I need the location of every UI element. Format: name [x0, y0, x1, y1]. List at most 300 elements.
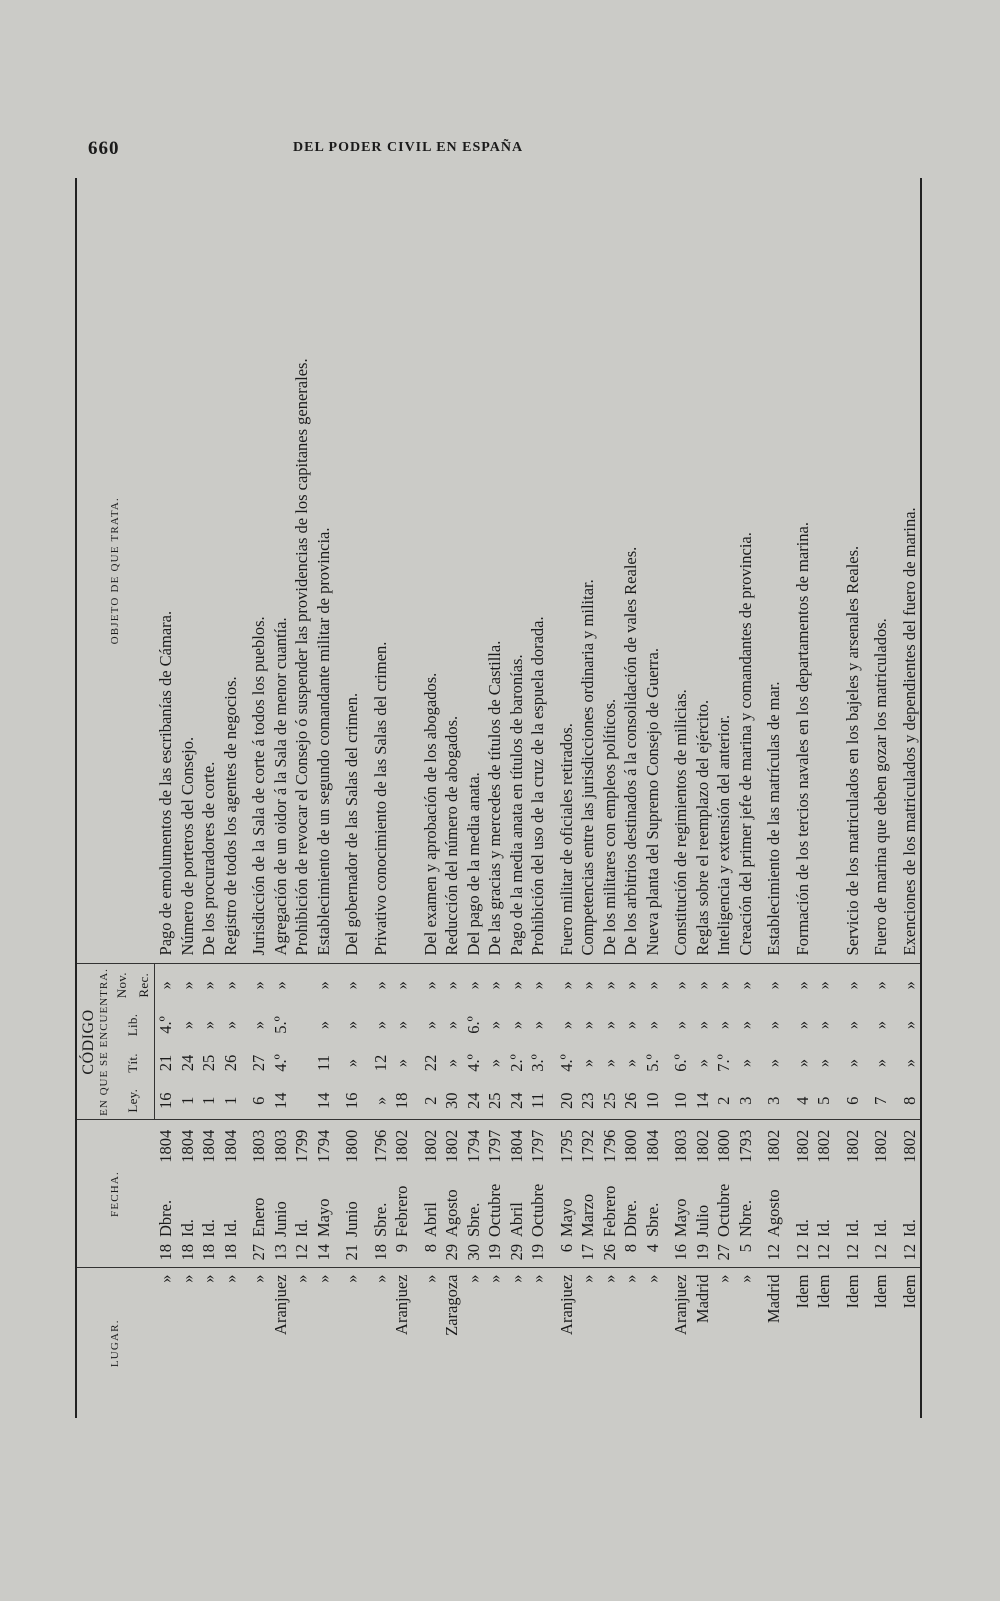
cell-mes: Octubre: [485, 1183, 504, 1237]
cell-tit: 4.º: [556, 1054, 576, 1072]
running-title: DEL PODER CIVIL EN ESPAÑA: [293, 140, 524, 155]
cell-nov: »: [270, 981, 290, 990]
cell-lugar: »: [578, 1274, 597, 1283]
cell-ley: 3: [756, 1082, 785, 1120]
cell-nov: »: [199, 981, 218, 990]
cell-anio: 1803: [249, 1129, 268, 1163]
cell-lib: »: [621, 1020, 640, 1030]
table-row: [599, 178, 621, 1418]
table-row: [577, 178, 599, 1418]
cell-objeto: Privativo conocimiento de las Salas del crimen.: [363, 178, 392, 964]
cell-ley: 2: [713, 1082, 735, 1120]
cell-nov: »: [899, 981, 919, 990]
cell-lib: »: [370, 1020, 390, 1030]
cell-objeto: Fuero de marina que deben gozar los matriculados.: [863, 178, 892, 964]
cell-objeto: Exenciones de los matriculados y dependientes del fuero de marina.: [892, 178, 922, 964]
cell-dia: 18: [363, 1240, 392, 1268]
table-row: [813, 178, 835, 1418]
cell-lugar: »: [177, 1274, 197, 1283]
cell-anio: 1800: [621, 1129, 640, 1163]
cell-objeto: Pago de la media anata en títulos de baronías.: [506, 178, 528, 964]
cell-lugar: »: [292, 1274, 311, 1283]
cell-anio: 1799: [292, 1129, 311, 1163]
cell-objeto: Establecimiento de las matrículas de mar.: [756, 178, 785, 964]
cell-tit: 22: [420, 1054, 440, 1072]
cell-ley: 1: [198, 1082, 220, 1120]
table-row: [892, 178, 922, 1418]
header-lib: Lib.: [111, 1006, 155, 1044]
cell-mes: Dbre.: [621, 1199, 640, 1237]
cell-anio: 1797: [528, 1129, 547, 1163]
cell-ley: 8: [892, 1082, 922, 1120]
cell-anio: 1797: [485, 1129, 504, 1163]
cell-ley: 4: [785, 1082, 814, 1120]
header-tit: Tít.: [111, 1044, 155, 1082]
cell-mes: Mayo: [313, 1198, 333, 1237]
cell-lib: »: [671, 1020, 690, 1030]
cell-lugar: Zaragoza: [442, 1274, 461, 1336]
cell-lugar: »: [220, 1274, 240, 1283]
cell-lib: »: [249, 1020, 268, 1030]
cell-nov: »: [871, 981, 890, 990]
cell-anio: 1792: [578, 1129, 597, 1163]
cell-objeto: Nueva planta del Supremo Consejo de Guerra.: [642, 178, 664, 964]
cell-lugar: Madrid: [692, 1274, 712, 1324]
cell-ley: »: [363, 1082, 392, 1120]
table-row: [177, 178, 199, 1418]
cell-lugar: »: [463, 1274, 483, 1283]
cell-ley: [291, 1082, 313, 1120]
cell-nov: »: [814, 981, 833, 990]
cell-anio: 1802: [899, 1129, 919, 1163]
cell-mes: Id.: [842, 1219, 862, 1237]
cell-objeto: Establecimiento de un segundo comandante militar de provincia.: [313, 178, 335, 964]
cell-nov: »: [599, 981, 619, 990]
cell-ley: 30: [441, 1082, 463, 1120]
cell-dia: 8: [413, 1240, 442, 1268]
cell-nov: »: [642, 981, 662, 990]
cell-anio: 1804: [220, 1129, 240, 1163]
header-objeto: OBJETO DE QUE TRATA.: [76, 178, 155, 964]
cell-ley: 14: [313, 1082, 335, 1120]
cell-objeto: Formación de los tercios navales en los departamentos de marina.: [785, 178, 814, 964]
cell-dia: 5: [735, 1240, 757, 1268]
cell-anio: 1800: [342, 1129, 361, 1163]
cell-tit: »: [792, 1058, 812, 1068]
cell-mes: Id.: [899, 1219, 919, 1237]
cell-dia: 12: [863, 1240, 892, 1268]
cell-anio: 1802: [842, 1129, 862, 1163]
cell-nov: »: [220, 981, 240, 990]
cell-anio: 1804: [642, 1129, 662, 1163]
cell-nov: »: [792, 981, 812, 990]
cell-lugar: »: [342, 1274, 361, 1283]
table-row: [756, 178, 785, 1418]
cell-mes: Junio: [342, 1201, 361, 1237]
cell-dia: 29: [506, 1240, 528, 1268]
cell-objeto: De los procuradores de corte.: [198, 178, 220, 964]
cell-objeto: Prohibición del uso de la cruz de la espuela dorada.: [527, 178, 549, 964]
cell-objeto: Número de porteros del Consejo.: [177, 178, 199, 964]
cell-objeto: Fuero militar de oficiales retirados.: [549, 178, 578, 964]
cell-nov: »: [735, 981, 755, 990]
cell-anio: 1803: [671, 1129, 690, 1163]
cell-dia: 4: [642, 1240, 664, 1268]
cell-mes: Abril: [420, 1202, 440, 1237]
cell-tit: 12: [370, 1054, 390, 1072]
cell-ley: 2: [413, 1082, 442, 1120]
cell-nov: »: [249, 981, 268, 990]
cell-mes: Octubre: [528, 1183, 547, 1237]
cell-nov: »: [156, 981, 175, 990]
cell-dia: 18: [177, 1240, 199, 1268]
cell-anio: 1794: [313, 1129, 333, 1163]
cell-objeto: Pago de emolumentos de las escribanías de Cámara.: [155, 178, 177, 964]
cell-lib: »: [842, 1020, 862, 1030]
table-row: [735, 178, 757, 1418]
cell-lugar: »: [199, 1274, 218, 1283]
cell-dia: 29: [441, 1240, 463, 1268]
cell-lib: »: [199, 1020, 218, 1030]
cell-tit: 6.º: [671, 1054, 690, 1072]
cell-lib: »: [313, 1020, 333, 1030]
cell-tit: 4.º: [463, 1054, 483, 1072]
cell-mes: Junio: [270, 1201, 290, 1237]
cell-ley: 14: [270, 1082, 292, 1120]
table-row: [785, 178, 814, 1418]
cell-tit: 26: [220, 1054, 240, 1072]
cell-mes: Agosto: [442, 1189, 461, 1237]
cell-ley: 6: [241, 1082, 270, 1120]
cell-nov: »: [485, 981, 504, 990]
table-row: [270, 178, 292, 1418]
cell-lugar: »: [599, 1274, 619, 1283]
cell-tit: 25: [199, 1054, 218, 1072]
cell-dia: 8: [620, 1240, 642, 1268]
cell-mes: Octubre: [714, 1183, 733, 1237]
cell-mes: Id.: [871, 1219, 890, 1237]
cell-nov: »: [764, 981, 783, 990]
cell-objeto: Servicio de los matriculados en los bajeles y arsenales Reales.: [835, 178, 864, 964]
cell-lugar: Aranjuez: [556, 1274, 576, 1335]
cell-nov: [291, 964, 313, 1006]
table-row: [363, 178, 392, 1418]
cell-tit: »: [442, 1058, 461, 1068]
cell-lugar: »: [735, 1274, 755, 1283]
cell-lib: 5.º: [270, 1016, 290, 1034]
cell-nov: »: [556, 981, 576, 990]
cell-mes: Dbre.: [155, 1199, 175, 1237]
cell-tit: 21: [156, 1054, 175, 1072]
cell-mes: Marzo: [578, 1193, 597, 1237]
cell-ley: 23: [577, 1082, 599, 1120]
cell-dia: 12: [756, 1240, 785, 1268]
cell-lib: »: [714, 1020, 733, 1030]
cell-objeto: [813, 178, 835, 964]
cell-lib: »: [420, 1020, 440, 1030]
cell-mes: Mayo: [671, 1198, 690, 1237]
cell-tit: »: [871, 1058, 890, 1068]
cell-tit: 11: [313, 1055, 333, 1071]
cell-objeto: De las gracias y mercedes de títulos de Castilla.: [484, 178, 506, 964]
cell-nov: »: [177, 981, 197, 990]
cell-anio: 1803: [270, 1129, 290, 1163]
cell-tit: »: [899, 1058, 919, 1068]
cell-ley: 14: [692, 1082, 714, 1120]
cell-nov: »: [621, 981, 640, 990]
cell-tit: 24: [177, 1054, 197, 1072]
cell-anio: 1804: [177, 1129, 197, 1163]
cell-ley: 25: [484, 1082, 506, 1120]
cell-anio: 1804: [506, 1129, 526, 1163]
cell-ley: 11: [527, 1082, 549, 1120]
cell-dia: 12: [892, 1240, 922, 1268]
cell-tit: »: [842, 1058, 862, 1068]
cell-ley: 10: [663, 1082, 692, 1120]
cell-dia: 13: [270, 1240, 292, 1268]
table-row: [527, 178, 549, 1418]
cell-mes: Abril: [506, 1202, 526, 1237]
cell-lugar: »: [621, 1274, 640, 1283]
cell-mes: Sbre.: [463, 1202, 483, 1237]
cell-lugar: Aranjuez: [671, 1274, 690, 1335]
cell-tit: »: [485, 1058, 504, 1068]
cell-anio: 1802: [814, 1129, 833, 1163]
cell-dia: 12: [835, 1240, 864, 1268]
cell-tit: »: [599, 1058, 619, 1068]
cell-tit: 3.º: [528, 1054, 547, 1072]
cell-dia: 27: [241, 1240, 270, 1268]
cell-mes: Id.: [792, 1219, 812, 1237]
cell-lib: »: [485, 1020, 504, 1030]
cell-lugar: »: [642, 1274, 662, 1283]
cell-dia: 19: [527, 1240, 549, 1268]
cell-objeto: Reglas sobre el reemplazo del ejército.: [692, 178, 714, 964]
table-row: [835, 178, 864, 1418]
table-row: [863, 178, 892, 1418]
table-row: [549, 178, 578, 1418]
cell-objeto: Constitución de regimientos de milicias.: [663, 178, 692, 964]
cell-mes: Id.: [177, 1219, 197, 1237]
cell-ley: 16: [334, 1082, 363, 1120]
cell-objeto: Inteligencia y extensión del anterior.: [713, 178, 735, 964]
table-row: [241, 178, 270, 1418]
cell-lugar: Aranjuez: [392, 1274, 411, 1335]
cell-dia: 19: [692, 1240, 714, 1268]
cell-nov: »: [506, 981, 526, 990]
cell-lib: »: [177, 1020, 197, 1030]
table-row: [391, 178, 413, 1418]
table-row: [642, 178, 664, 1418]
cell-dia: 27: [713, 1240, 735, 1268]
cell-lugar: »: [714, 1274, 733, 1283]
cell-lugar: »: [485, 1274, 504, 1283]
cell-lib: »: [528, 1020, 547, 1030]
table-row: [413, 178, 442, 1418]
cell-anio: 1802: [392, 1129, 411, 1163]
cell-objeto: Del pago de la media anata.: [463, 178, 485, 964]
cell-lugar: Madrid: [764, 1274, 783, 1324]
cell-lib: »: [578, 1020, 597, 1030]
cell-lib: »: [442, 1020, 461, 1030]
table-row: [692, 178, 714, 1418]
cell-dia: 30: [463, 1240, 485, 1268]
cell-mes: Febrero: [599, 1185, 619, 1237]
table-body: [155, 178, 922, 1418]
cell-lib: »: [792, 1020, 812, 1030]
cell-anio: 1804: [155, 1129, 175, 1163]
cell-objeto: Competencias entre las jurisdicciones ordinaria y militar.: [577, 178, 599, 964]
table-row: [334, 178, 363, 1418]
cell-anio: 1802: [792, 1129, 812, 1163]
cell-ley: 1: [220, 1082, 242, 1120]
legislation-table: [75, 178, 922, 1418]
cell-dia: 16: [663, 1240, 692, 1268]
cell-ley: 7: [863, 1082, 892, 1120]
cell-tit: »: [764, 1058, 783, 1068]
cell-ley: 1: [177, 1082, 199, 1120]
cell-objeto: Agregación de un oidor á la Sala de menor cuantía.: [270, 178, 292, 964]
cell-anio: 1804: [199, 1129, 218, 1163]
cell-tit: »: [814, 1058, 833, 1068]
table-row: [506, 178, 528, 1418]
cell-objeto: Prohibición de revocar el Consejo ó suspender las providencias de los capitanes generales.: [291, 178, 313, 964]
cell-dia: 19: [484, 1240, 506, 1268]
header-fecha: FECHA.: [76, 1120, 155, 1268]
cell-mes: Sbre.: [370, 1202, 390, 1237]
cell-tit: »: [578, 1058, 597, 1068]
cell-ley: 26: [620, 1082, 642, 1120]
cell-lib: »: [392, 1020, 411, 1030]
table-row: [663, 178, 692, 1418]
cell-anio: 1800: [714, 1129, 733, 1163]
header-ley: Ley.: [111, 1082, 155, 1120]
cell-anio: 1796: [599, 1129, 619, 1163]
cell-lib: »: [871, 1020, 890, 1030]
cell-anio: 1802: [692, 1129, 712, 1163]
cell-anio: 1793: [735, 1129, 755, 1163]
cell-nov: »: [442, 981, 461, 990]
cell-lib: »: [814, 1020, 833, 1030]
cell-anio: 1795: [556, 1129, 576, 1163]
cell-ley: 3: [735, 1082, 757, 1120]
cell-nov: »: [842, 981, 862, 990]
cell-dia: 18: [198, 1240, 220, 1268]
cell-tit: »: [692, 1058, 712, 1068]
cell-mes: Sbre.: [642, 1202, 662, 1237]
cell-ley: 10: [642, 1082, 664, 1120]
cell-tit: [291, 1044, 313, 1082]
cell-mes: Id.: [199, 1219, 218, 1237]
table-row: [620, 178, 642, 1418]
cell-anio: 1802: [442, 1129, 461, 1163]
cell-nov: »: [463, 981, 483, 990]
cell-dia: 6: [549, 1240, 578, 1268]
cell-tit: 27: [249, 1054, 268, 1072]
cell-dia: 18: [155, 1240, 177, 1268]
header-nov: Nov. Rec.: [111, 964, 155, 1006]
cell-lib: »: [220, 1020, 240, 1030]
cell-lugar: Idem: [871, 1274, 890, 1309]
cell-ley: 16: [155, 1082, 177, 1120]
cell-anio: 1802: [420, 1129, 440, 1163]
cell-mes: Febrero: [392, 1185, 411, 1237]
cell-nov: »: [420, 981, 440, 990]
cell-mes: Enero: [249, 1197, 268, 1237]
cell-nov: »: [392, 981, 411, 990]
cell-lib: »: [642, 1020, 662, 1030]
cell-lib: 6.º: [463, 1016, 483, 1034]
cell-dia: 12: [291, 1240, 313, 1268]
cell-nov: »: [692, 981, 712, 990]
cell-tit: 7.º: [714, 1054, 733, 1072]
cell-lib: »: [735, 1020, 755, 1030]
cell-lugar: Idem: [899, 1274, 919, 1309]
cell-dia: 18: [220, 1240, 242, 1268]
cell-lib: 4.º: [156, 1016, 175, 1034]
cell-lugar: »: [506, 1274, 526, 1283]
cell-lugar: »: [370, 1274, 390, 1283]
cell-dia: 17: [577, 1240, 599, 1268]
cell-lugar: »: [313, 1274, 333, 1283]
cell-lib: »: [692, 1020, 712, 1030]
cell-dia: 9: [391, 1240, 413, 1268]
cell-objeto: Jurisdicción de la Sala de corte á todos los pueblos.: [241, 178, 270, 964]
cell-nov: »: [528, 981, 547, 990]
table-row: [463, 178, 485, 1418]
table-row: [220, 178, 242, 1418]
cell-tit: 5.º: [642, 1054, 662, 1072]
cell-lugar: »: [420, 1274, 440, 1283]
cell-mes: Mayo: [556, 1198, 576, 1237]
cell-lib: »: [899, 1020, 919, 1030]
table-row: [713, 178, 735, 1418]
cell-mes: Id.: [814, 1219, 833, 1237]
cell-dia: 21: [334, 1240, 363, 1268]
cell-anio: 1794: [463, 1129, 483, 1163]
cell-lugar: »: [249, 1274, 268, 1283]
table-row: [313, 178, 335, 1418]
cell-nov: »: [578, 981, 597, 990]
cell-nov: »: [714, 981, 733, 990]
cell-lugar: Aranjuez: [270, 1274, 290, 1335]
cell-tit: »: [342, 1058, 361, 1068]
cell-objeto: Del gobernador de las Salas del crimen.: [334, 178, 363, 964]
header-codigo-title: CÓDIGO: [80, 1009, 97, 1075]
cell-mes: Julio: [692, 1204, 712, 1237]
table-row: [441, 178, 463, 1418]
cell-ley: 24: [506, 1082, 528, 1120]
header-lugar: LUGAR.: [109, 1319, 121, 1368]
cell-lugar: Idem: [842, 1274, 862, 1309]
cell-ley: 5: [813, 1082, 835, 1120]
cell-objeto: [391, 178, 413, 964]
cell-tit: 4.º: [270, 1054, 290, 1072]
cell-ley: 24: [463, 1082, 485, 1120]
cell-nov: »: [671, 981, 690, 990]
cell-objeto: Reducción del número de abogados.: [441, 178, 463, 964]
header-codigo: [76, 964, 111, 1120]
cell-lib: »: [599, 1020, 619, 1030]
cell-objeto: De los arbitrios destinados á la consolidación de vales Reales.: [620, 178, 642, 964]
cell-objeto: Creación del primer jefe de marina y comandantes de provincia.: [735, 178, 757, 964]
cell-dia: 12: [785, 1240, 814, 1268]
cell-nov: »: [370, 981, 390, 990]
cell-mes: Nbre.: [735, 1199, 755, 1237]
table-row: [155, 178, 177, 1418]
cell-lugar: »: [528, 1274, 547, 1283]
cell-mes: Id.: [292, 1219, 311, 1237]
